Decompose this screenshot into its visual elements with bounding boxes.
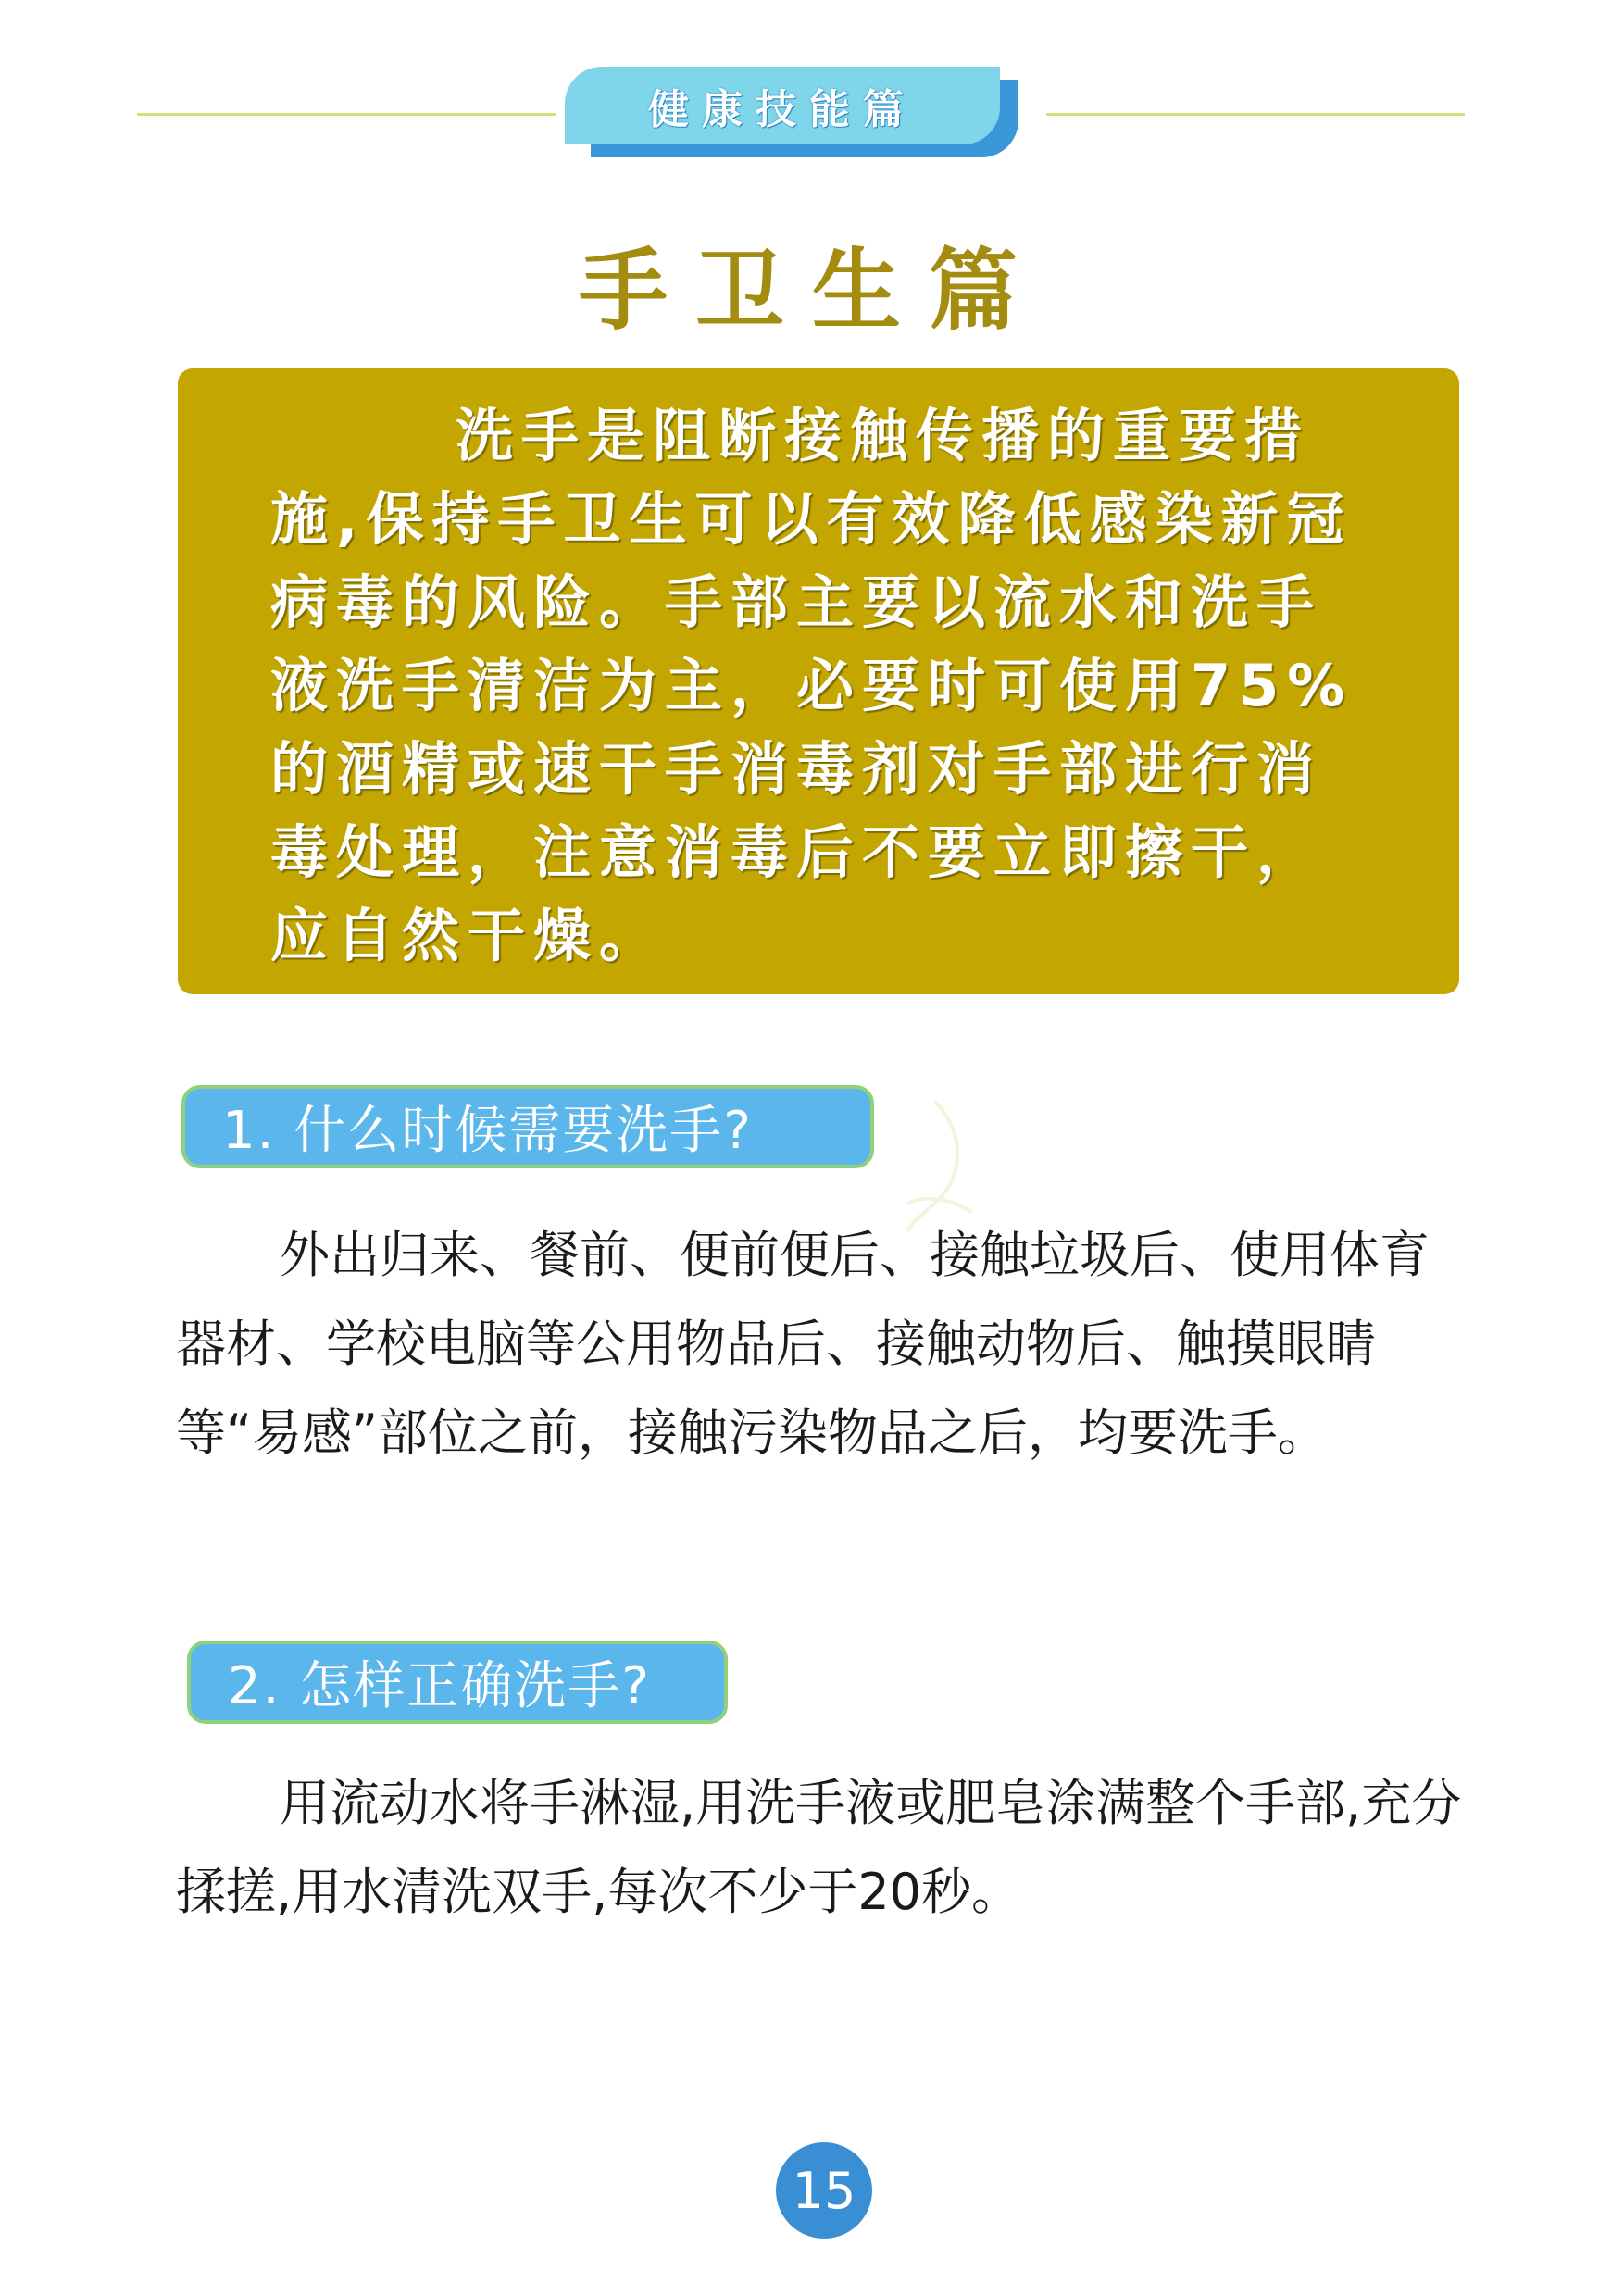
intro-text: 洗手是阻断接触传播的重要措施,保持手卫生可以有效降低感染新冠病毒的风险。手部主要以流水和洗手液洗手清洁为主，必要时可使用75%的酒精或速干手消毒剂对手部进行消毒处理，注意消毒后不要立即擦干，应自然干燥。 bbox=[270, 402, 1354, 969]
page-number: 15 bbox=[776, 2142, 872, 2239]
header-rule-left bbox=[137, 113, 556, 116]
intro-box bbox=[178, 368, 1459, 994]
section-badge bbox=[565, 67, 1018, 157]
section-heading-1 bbox=[181, 1085, 874, 1168]
section-heading-1-label: 1. 什么时候需要洗手? bbox=[222, 1101, 753, 1161]
header-rule-right bbox=[1046, 113, 1465, 116]
section-badge-face bbox=[565, 67, 1000, 144]
section-heading-2 bbox=[187, 1641, 728, 1724]
section-badge-label: 健康技能篇 bbox=[648, 86, 917, 133]
section-body-2: 用流动水将手淋湿,用洗手液或肥皂涂满整个手部,充分揉搓,用水清洗双手,每次不少于20秒。 bbox=[176, 1774, 1462, 1921]
section-body-1: 外出归来、餐前、便前便后、接触垃圾后、使用体育器材、学校电脑等公用物品后、接触动物后、触摸眼睛等“易感”部位之前，接触污染物品之后，均要洗手。 bbox=[176, 1226, 1430, 1462]
section-heading-2-label: 2. 怎样正确洗手? bbox=[228, 1656, 651, 1716]
page-title: 手卫生篇 bbox=[579, 238, 1045, 343]
